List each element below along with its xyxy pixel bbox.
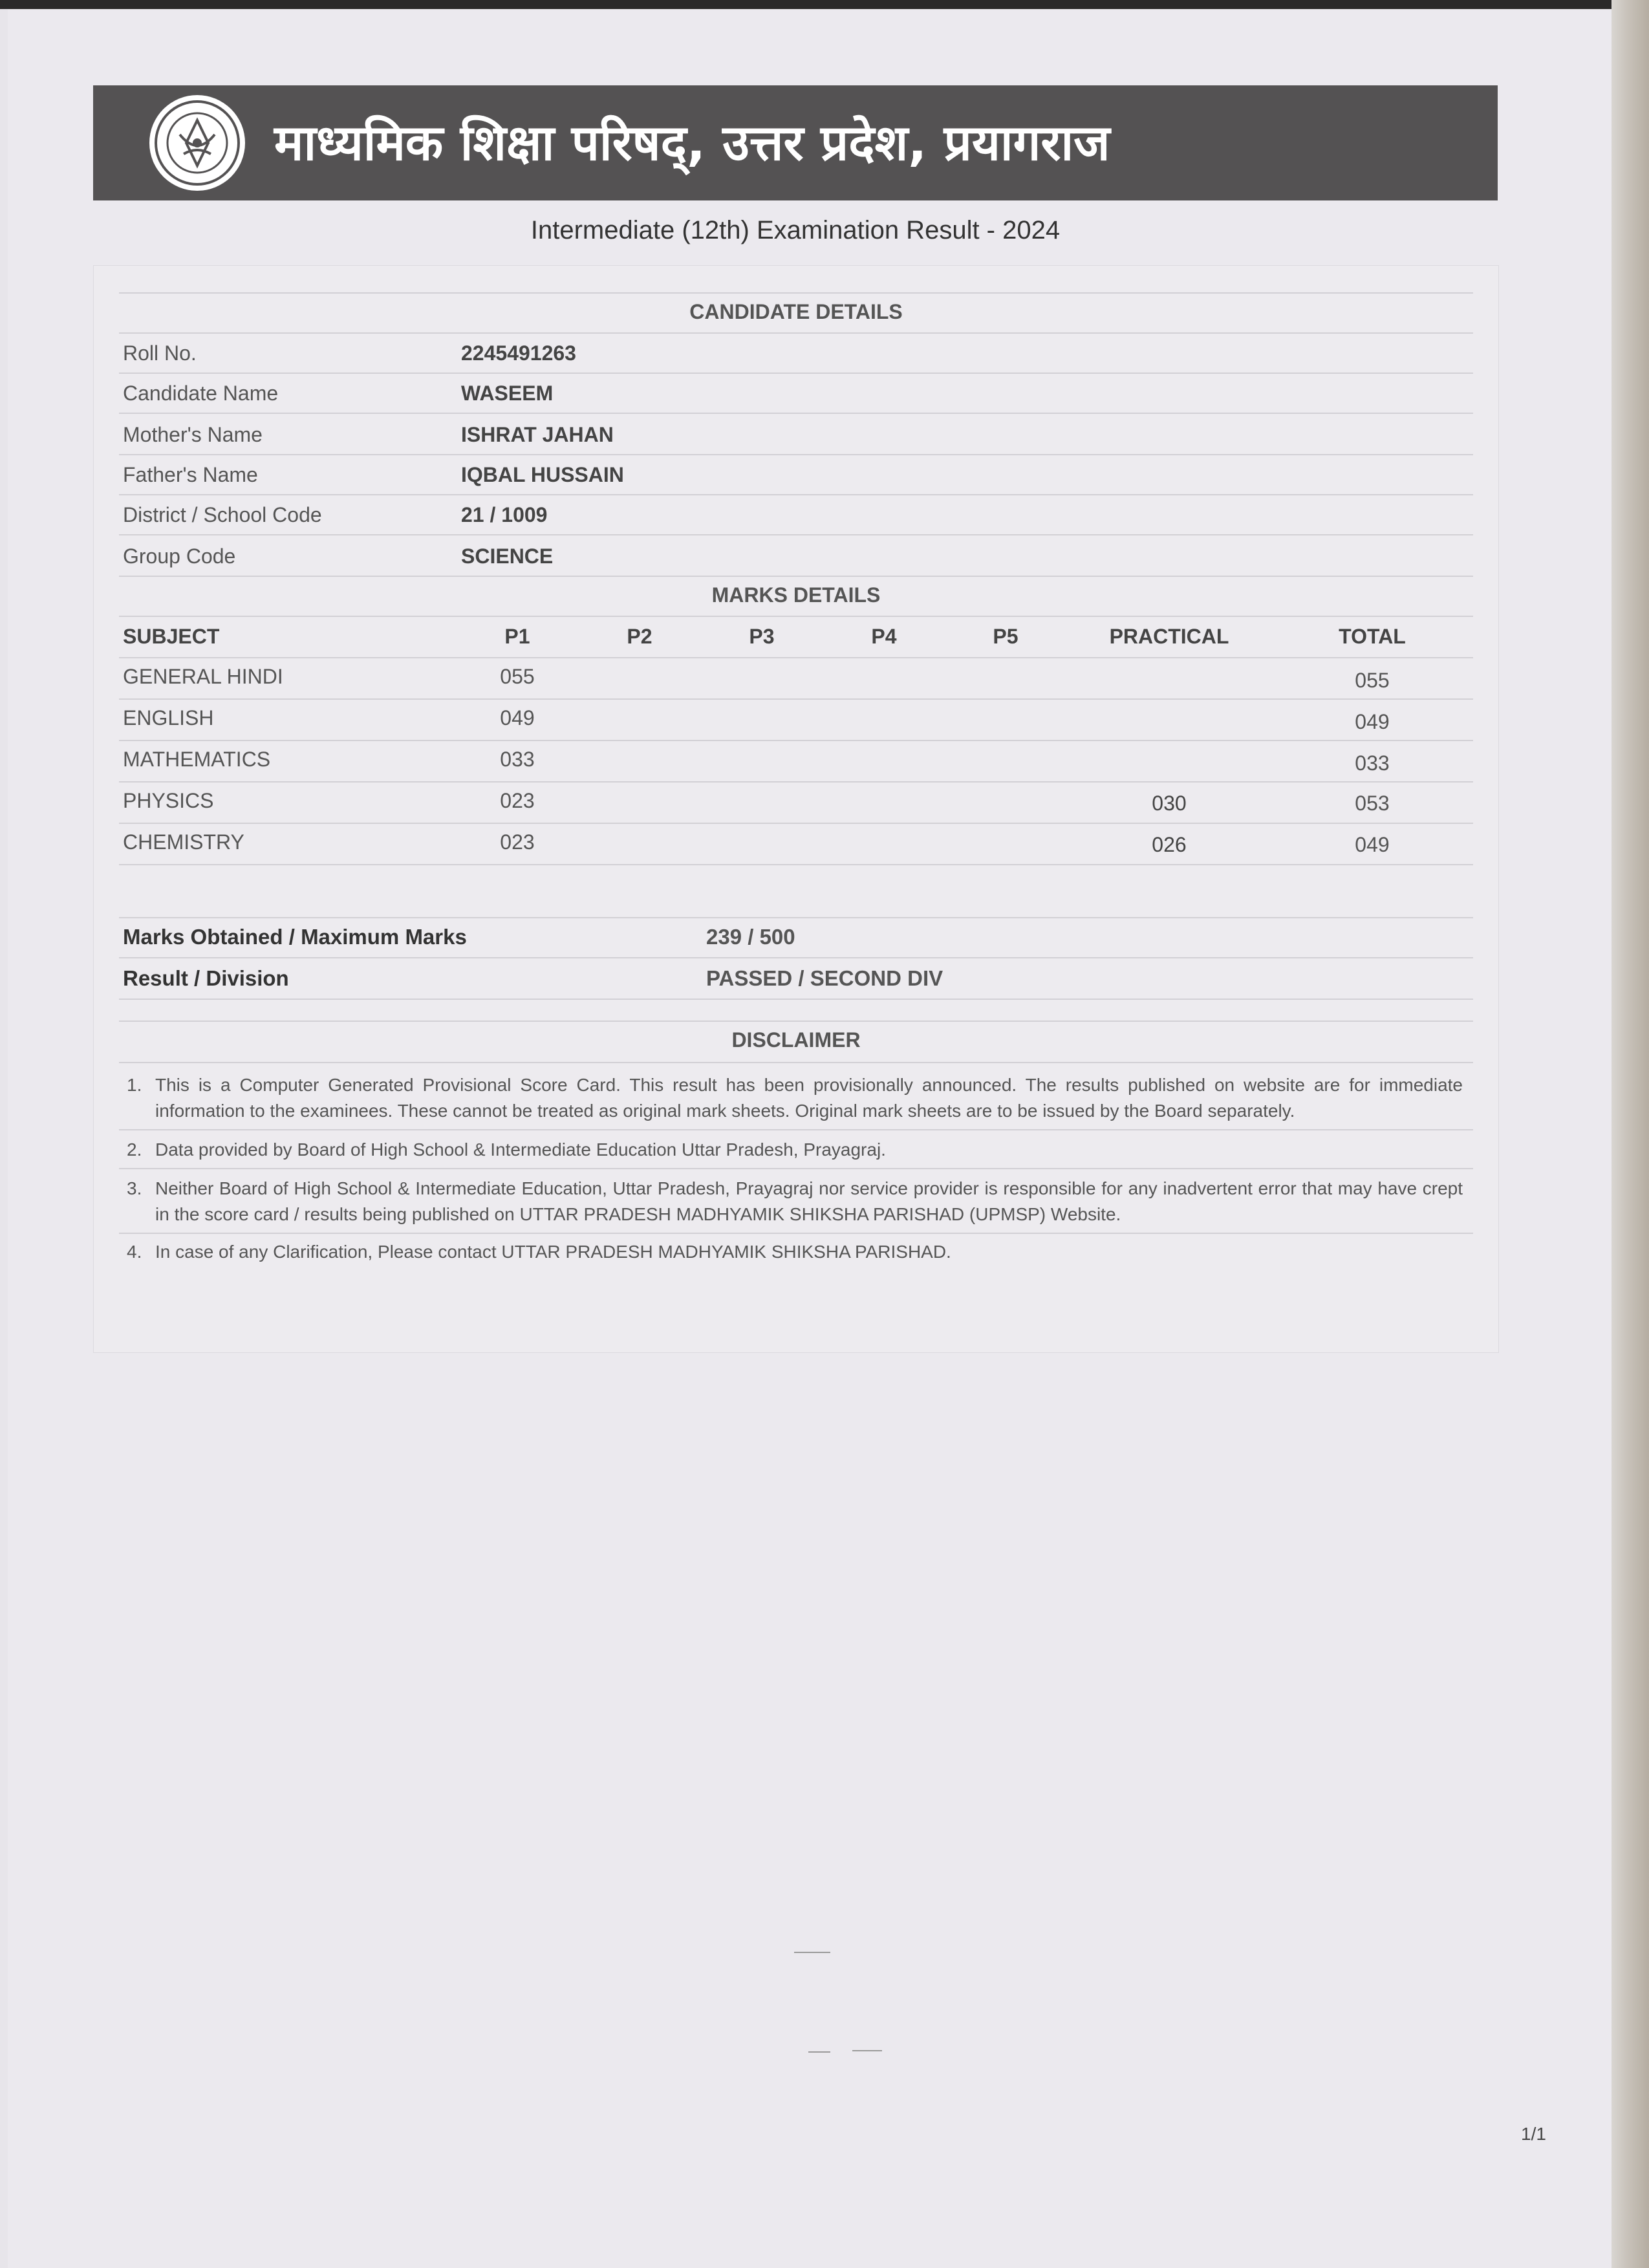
column-header-subject: SUBJECT [123, 625, 220, 648]
marks-details-heading: MARKS DETAILS [711, 583, 881, 607]
table-cell-total: 053 [1355, 792, 1390, 815]
divider [119, 1168, 1473, 1169]
disclaimer-item [127, 1176, 1463, 1227]
divider [119, 616, 1473, 617]
divider [119, 957, 1473, 958]
father-name-label: Father's Name [123, 463, 258, 486]
divider [119, 332, 1473, 334]
father-name-value: IQBAL HUSSAIN [461, 463, 624, 486]
divider [119, 576, 1473, 577]
divider [119, 864, 1473, 865]
result-division-label: Result / Division [123, 966, 289, 990]
disclaimer-item-text: This is a Computer Generated Provisional Score Card. This result has been provisionally announced. The results published on website are for immediate information to the examinees. These cannot be treated as original mark sheets. Original mark sheets are to be issued by the Board separately. [155, 1075, 1463, 1121]
divider [119, 1062, 1473, 1063]
table-cell-subject: MATHEMATICS [123, 748, 271, 771]
column-header-p3: P3 [749, 625, 775, 648]
disclaimer-item-text: Neither Board of High School & Intermediate Education, Uttar Pradesh, Prayagraj nor service provider is responsible for any inadvertent error that may have crept in the score card / results being published on UTTAR PRADESH MADHYAMIK SHIKSHA PARISHAD (UPMSP) Website. [155, 1178, 1463, 1224]
candidate-details-heading: CANDIDATE DETAILS [689, 300, 903, 323]
roll-no-value: 2245491263 [461, 341, 576, 365]
table-cell-total: 033 [1355, 751, 1390, 775]
divider [119, 1129, 1473, 1130]
table-cell-total: 049 [1355, 833, 1390, 856]
table-cell-subject: GENERAL HINDI [123, 665, 283, 688]
table-cell-practical: 026 [1152, 833, 1187, 856]
scan-mark [852, 2050, 882, 2051]
divider [119, 413, 1473, 414]
marks-obtained-label: Marks Obtained / Maximum Marks [123, 925, 467, 949]
column-header-p2: P2 [627, 625, 652, 648]
divider [119, 781, 1473, 783]
divider [119, 1233, 1473, 1234]
column-header-p4: P4 [871, 625, 897, 648]
divider [119, 698, 1473, 700]
mother-name-value: ISHRAT JAHAN [461, 423, 614, 446]
district-school-code-label: District / School Code [123, 503, 322, 526]
marks-obtained-value: 239 / 500 [706, 925, 795, 949]
divider [119, 292, 1473, 294]
disclaimer-item-number: 1. [127, 1075, 142, 1095]
divider [119, 740, 1473, 741]
disclaimer-item [127, 1137, 1463, 1163]
disclaimer-item [127, 1072, 1463, 1124]
group-code-value: SCIENCE [461, 545, 554, 568]
column-header-p5: P5 [993, 625, 1018, 648]
disclaimer-item-number: 2. [127, 1139, 142, 1160]
divider [119, 454, 1473, 455]
candidate-name-label: Candidate Name [123, 382, 279, 405]
table-cell-p1: 049 [500, 706, 535, 729]
divider [119, 657, 1473, 658]
mother-name-label: Mother's Name [123, 423, 263, 446]
table-cell-subject: ENGLISH [123, 706, 214, 729]
disclaimer-item-number: 4. [127, 1242, 142, 1262]
disclaimer-heading: DISCLAIMER [731, 1028, 861, 1052]
table-cell-p1: 055 [500, 665, 535, 688]
table-cell-p1: 033 [500, 748, 535, 771]
table-cell-p1: 023 [500, 830, 535, 854]
board-name-hindi: माध्यमिक शिक्षा परिषद्, उत्तर प्रदेश, प्रयागराज [274, 114, 1110, 171]
disclaimer-item [127, 1239, 1463, 1265]
up-government-emblem-icon [146, 92, 248, 194]
table-cell-subject: PHYSICS [123, 789, 214, 812]
divider [119, 917, 1473, 918]
scanner-edge-top [0, 0, 1649, 9]
column-header-p1: P1 [504, 625, 530, 648]
scan-mark [794, 1952, 830, 1953]
column-header-practical: PRACTICAL [1109, 625, 1229, 648]
divider [119, 823, 1473, 824]
table-cell-total: 055 [1355, 669, 1390, 692]
table-cell-subject: CHEMISTRY [123, 830, 244, 854]
divider [119, 494, 1473, 495]
page-number: 1/1 [1521, 2124, 1546, 2144]
column-header-total: TOTAL [1339, 625, 1406, 648]
scan-mark [808, 2051, 830, 2053]
divider [119, 373, 1473, 374]
divider [119, 1021, 1473, 1022]
divider [119, 999, 1473, 1000]
result-division-value: PASSED / SECOND DIV [706, 966, 943, 990]
scanner-edge-right [1611, 0, 1649, 2268]
exam-title: Intermediate (12th) Examination Result - 2024 [530, 216, 1061, 244]
table-cell-p1: 023 [500, 789, 535, 812]
group-code-label: Group Code [123, 545, 236, 568]
disclaimer-item-text: In case of any Clarification, Please contact UTTAR PRADESH MADHYAMIK SHIKSHA PARISHAD. [155, 1242, 951, 1262]
district-school-code-value: 21 / 1009 [461, 503, 548, 526]
disclaimer-item-number: 3. [127, 1178, 142, 1198]
roll-no-label: Roll No. [123, 341, 197, 365]
divider [119, 534, 1473, 535]
candidate-name-value: WASEEM [461, 382, 554, 405]
table-cell-total: 049 [1355, 710, 1390, 733]
table-cell-practical: 030 [1152, 792, 1187, 815]
disclaimer-item-text: Data provided by Board of High School & Intermediate Education Uttar Pradesh, Prayagraj. [155, 1139, 886, 1160]
